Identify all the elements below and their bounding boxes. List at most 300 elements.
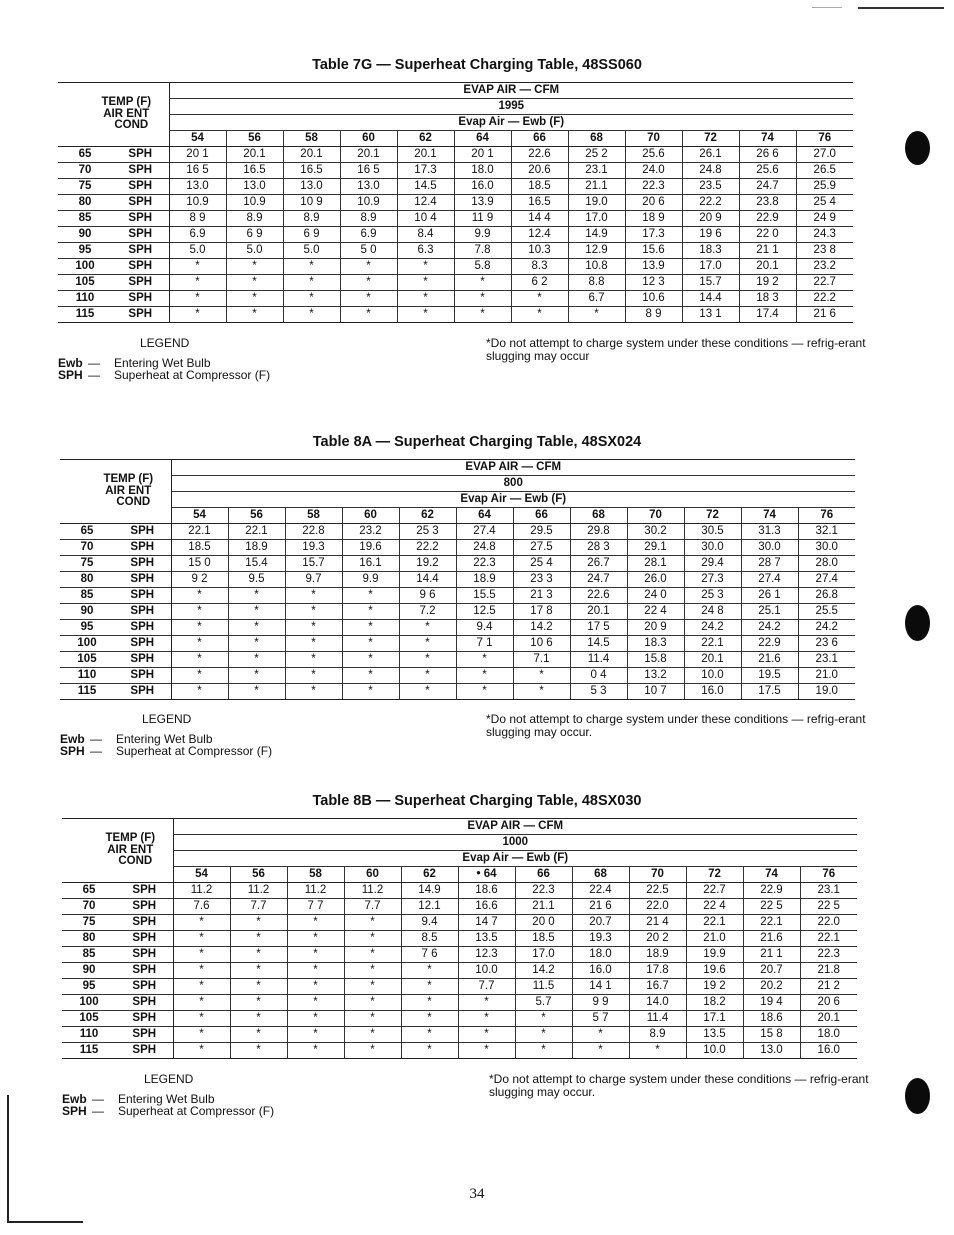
table-cell: 6.3 xyxy=(397,243,454,259)
table-cell: * xyxy=(230,915,287,931)
table-row xyxy=(62,883,857,899)
temp-air-ent-cond-header xyxy=(60,460,171,524)
table-cell: 12.3 xyxy=(458,947,515,963)
table-cell: * xyxy=(169,259,226,275)
row-label-sph: SPH xyxy=(112,259,169,275)
table-cell: 16.6 xyxy=(458,899,515,915)
table-cell: 20 1 xyxy=(169,147,226,163)
temp-air-ent-cond-header xyxy=(58,83,169,147)
table-row xyxy=(62,931,857,947)
table-cell: * xyxy=(171,668,228,684)
table-cell: 15.6 xyxy=(625,243,682,259)
legend-abbr: Ewb xyxy=(62,1091,87,1106)
table-cell: 18.3 xyxy=(627,636,684,652)
ewb-column-header: 70 xyxy=(625,131,682,147)
table-cell: * xyxy=(572,1043,629,1059)
table-cell: 24 9 xyxy=(796,211,853,227)
row-label-sph: SPH xyxy=(114,684,171,700)
table-cell: 17.0 xyxy=(568,211,625,227)
table-cell: 21 1 xyxy=(739,243,796,259)
table-cell: 21.0 xyxy=(798,668,855,684)
table-cell: 22.7 xyxy=(796,275,853,291)
ewb-column-header: 72 xyxy=(686,867,743,883)
table-cell: * xyxy=(342,620,399,636)
table-cell: 14.9 xyxy=(568,227,625,243)
table-cell: * xyxy=(285,604,342,620)
table-cell: 19 2 xyxy=(686,979,743,995)
table-cell: 8.3 xyxy=(511,259,568,275)
table-cell: 12 3 xyxy=(625,275,682,291)
table-cell: 0 4 xyxy=(570,668,627,684)
table-cell: 23.2 xyxy=(796,259,853,275)
temp-header-line: COND xyxy=(118,855,153,868)
table-cell: 24.2 xyxy=(741,620,798,636)
legend xyxy=(58,337,270,382)
table-cell: 23.2 xyxy=(342,524,399,540)
table-cell: * xyxy=(513,684,570,700)
table-row xyxy=(58,227,853,243)
table-cell: 18.0 xyxy=(454,163,511,179)
table-cell: 25 4 xyxy=(513,556,570,572)
table-cell: 8.9 xyxy=(226,211,283,227)
evap-air-cfm-header: EVAP AIR — CFM xyxy=(169,83,853,99)
scan-edge-line xyxy=(7,1221,83,1223)
table-row xyxy=(62,963,857,979)
row-temp: 80 xyxy=(62,931,116,947)
table-cell: * xyxy=(230,995,287,1011)
table-cell: 15 8 xyxy=(743,1027,800,1043)
table-cell: 22.1 xyxy=(228,524,285,540)
table-cell: 11.2 xyxy=(173,883,230,899)
table-cell: 14.0 xyxy=(629,995,686,1011)
table-cell: 20.7 xyxy=(743,963,800,979)
table-cell: 7.8 xyxy=(454,243,511,259)
table-cell: 9 9 xyxy=(572,995,629,1011)
legend-abbr: SPH xyxy=(60,744,85,758)
table-row xyxy=(62,915,857,931)
row-temp: 85 xyxy=(58,211,112,227)
row-label-sph: SPH xyxy=(114,572,171,588)
table-cell: 9 6 xyxy=(399,588,456,604)
table-cell: 20 9 xyxy=(682,211,739,227)
table-cell: * xyxy=(344,915,401,931)
table-cell: * xyxy=(342,588,399,604)
table-cell: 27.3 xyxy=(684,572,741,588)
table-row xyxy=(58,259,853,275)
table-cell: 21 4 xyxy=(629,915,686,931)
table-cell: 14.9 xyxy=(401,883,458,899)
table-cell: 15.5 xyxy=(456,588,513,604)
table-cell: 22.3 xyxy=(625,179,682,195)
table-cell: * xyxy=(287,915,344,931)
table-cell: 7.6 xyxy=(173,899,230,915)
temp-header-line: TEMP (F) xyxy=(105,832,156,845)
table-cell: 12.4 xyxy=(511,227,568,243)
row-label-sph: SPH xyxy=(116,899,173,915)
temp-header-line: AIR ENT xyxy=(103,107,150,120)
table-cell: 13.5 xyxy=(458,931,515,947)
table-cell: 26 6 xyxy=(739,147,796,163)
table-cell: 18 3 xyxy=(739,291,796,307)
table-cell: * xyxy=(230,947,287,963)
table-cell: * xyxy=(226,307,283,323)
table-cell: 30.5 xyxy=(684,524,741,540)
table-cell: 22.8 xyxy=(285,524,342,540)
table-cell: 5 3 xyxy=(570,684,627,700)
row-temp: 100 xyxy=(60,636,114,652)
table-cell: 11.5 xyxy=(515,979,572,995)
table-cell: * xyxy=(515,1011,572,1027)
table-cell: * xyxy=(173,1011,230,1027)
table-cell: 10.0 xyxy=(684,668,741,684)
table-cell: 5.8 xyxy=(454,259,511,275)
evap-air-cfm-header: EVAP AIR — CFM xyxy=(171,460,855,476)
ewb-column-header: 60 xyxy=(344,867,401,883)
row-temp: 70 xyxy=(62,899,116,915)
table-cell: * xyxy=(344,1027,401,1043)
table-cell: 5.0 xyxy=(226,243,283,259)
ewb-column-header: 62 xyxy=(397,131,454,147)
table-cell: 28 7 xyxy=(741,556,798,572)
table-cell: 11.2 xyxy=(344,883,401,899)
table-cell: 22 4 xyxy=(627,604,684,620)
ewb-column-header: 76 xyxy=(798,508,855,524)
table-cell: 19.3 xyxy=(572,931,629,947)
ewb-column-header: 68 xyxy=(572,867,629,883)
table-cell: 18.2 xyxy=(686,995,743,1011)
row-label-sph: SPH xyxy=(116,979,173,995)
top-dash-mark xyxy=(812,7,842,8)
table-cell: 22.7 xyxy=(686,883,743,899)
table-cell: * xyxy=(285,684,342,700)
superheat-table xyxy=(62,818,857,1059)
row-temp: 100 xyxy=(58,259,112,275)
legend-dash: — xyxy=(90,731,102,746)
table-cell: 19 6 xyxy=(682,227,739,243)
table-row xyxy=(60,572,855,588)
table-cell: 13 1 xyxy=(682,307,739,323)
table-row xyxy=(60,588,855,604)
table-cell: 20 0 xyxy=(515,915,572,931)
temp-header-line: TEMP (F) xyxy=(101,96,152,109)
table-cell: * xyxy=(342,668,399,684)
table-cell: * xyxy=(401,1027,458,1043)
table-cell: * xyxy=(230,963,287,979)
table-cell: * xyxy=(228,636,285,652)
row-temp: 110 xyxy=(62,1027,116,1043)
row-temp: 115 xyxy=(58,307,112,323)
row-temp: 95 xyxy=(58,243,112,259)
ewb-column-header: 56 xyxy=(226,131,283,147)
legend-abbr: SPH xyxy=(62,1104,87,1118)
table-row xyxy=(58,195,853,211)
punch-hole-mark xyxy=(905,605,930,641)
table-cell: * xyxy=(399,636,456,652)
table-cell: 9.5 xyxy=(228,572,285,588)
table-cell: 23.1 xyxy=(568,163,625,179)
table-cell: 18.9 xyxy=(629,947,686,963)
row-label-sph: SPH xyxy=(112,291,169,307)
table-cell: 13.9 xyxy=(625,259,682,275)
table-cell: 10.6 xyxy=(625,291,682,307)
table-cell: 22.1 xyxy=(684,636,741,652)
table-row xyxy=(58,275,853,291)
table-cell: * xyxy=(173,1043,230,1059)
table-cell: * xyxy=(228,588,285,604)
ewb-column-header: 68 xyxy=(568,131,625,147)
ewb-column-header: 62 xyxy=(401,867,458,883)
table-cell: 22.0 xyxy=(629,899,686,915)
table-cell: 20.1 xyxy=(684,652,741,668)
legend-dash: — xyxy=(88,368,100,382)
table-row xyxy=(58,243,853,259)
ewb-column-header: 60 xyxy=(342,508,399,524)
row-label-sph: SPH xyxy=(114,556,171,572)
table-cell: 16 5 xyxy=(340,163,397,179)
table-cell: 10.9 xyxy=(226,195,283,211)
table-row xyxy=(60,684,855,700)
table-cell: 25 2 xyxy=(568,147,625,163)
table-cell: 22.2 xyxy=(399,540,456,556)
legend xyxy=(60,713,272,758)
table-cell: 11.2 xyxy=(230,883,287,899)
legend-item xyxy=(62,1105,274,1118)
row-temp: 80 xyxy=(58,195,112,211)
table-cell: * xyxy=(458,1043,515,1059)
table-cell: * xyxy=(285,620,342,636)
table-cell: 14 7 xyxy=(458,915,515,931)
row-label-sph: SPH xyxy=(114,588,171,604)
table-cell: 6.9 xyxy=(169,227,226,243)
row-temp: 85 xyxy=(62,947,116,963)
table-cell: 13.0 xyxy=(226,179,283,195)
table-row xyxy=(60,540,855,556)
row-label-sph: SPH xyxy=(114,620,171,636)
ewb-column-header: 54 xyxy=(171,508,228,524)
cfm-value: 1995 xyxy=(169,99,853,115)
table-cell: * xyxy=(340,307,397,323)
table-row xyxy=(58,291,853,307)
row-label-sph: SPH xyxy=(112,163,169,179)
table-cell: 16.0 xyxy=(684,684,741,700)
table-cell: * xyxy=(287,1011,344,1027)
table-cell: 11 9 xyxy=(454,211,511,227)
row-label-sph: SPH xyxy=(112,211,169,227)
table-cell: 12.1 xyxy=(401,899,458,915)
top-rule xyxy=(858,7,944,9)
table-row xyxy=(60,556,855,572)
table-cell: 21.0 xyxy=(686,931,743,947)
table-row xyxy=(62,1043,857,1059)
table-cell: * xyxy=(629,1043,686,1059)
ewb-column-header: 64 xyxy=(454,131,511,147)
row-label-sph: SPH xyxy=(116,963,173,979)
temp-header-line: TEMP (F) xyxy=(103,473,154,486)
ewb-column-header: 58 xyxy=(283,131,340,147)
table-cell: * xyxy=(285,668,342,684)
legend-abbr: Ewb xyxy=(58,355,83,370)
table-cell: 17.8 xyxy=(629,963,686,979)
table-cell: 14 4 xyxy=(511,211,568,227)
table-cell: 29.4 xyxy=(684,556,741,572)
table-cell: 14 1 xyxy=(572,979,629,995)
table-cell: 18.5 xyxy=(515,931,572,947)
row-label-sph: SPH xyxy=(112,179,169,195)
table-title: Table 7G — Superheat Charging Table, 48SS060 xyxy=(312,57,642,73)
table-cell: 17.0 xyxy=(682,259,739,275)
legend-abbr: Ewb xyxy=(60,731,85,746)
table-cell: 25 4 xyxy=(796,195,853,211)
table-cell: 9.9 xyxy=(454,227,511,243)
table-cell: * xyxy=(230,1027,287,1043)
table-cell: 22.3 xyxy=(515,883,572,899)
table-cell: * xyxy=(513,668,570,684)
table-cell: 7 1 xyxy=(456,636,513,652)
ewb-column-header: 66 xyxy=(513,508,570,524)
table-cell: 14.5 xyxy=(570,636,627,652)
table-cell: * xyxy=(401,979,458,995)
table-cell: * xyxy=(173,947,230,963)
legend-dash: — xyxy=(92,1104,104,1118)
table-cell: 13.9 xyxy=(454,195,511,211)
table-cell: 32.1 xyxy=(798,524,855,540)
table-cell: 19.0 xyxy=(798,684,855,700)
table-cell: * xyxy=(287,979,344,995)
row-label-sph: SPH xyxy=(116,1027,173,1043)
table-cell: 22.9 xyxy=(739,211,796,227)
ewb-column-header: 54 xyxy=(173,867,230,883)
table-cell: 24.0 xyxy=(625,163,682,179)
table-cell: * xyxy=(283,307,340,323)
table-cell: 16.5 xyxy=(226,163,283,179)
table-cell: 11.4 xyxy=(629,1011,686,1027)
table-cell: 22.2 xyxy=(796,291,853,307)
table-cell: 28.0 xyxy=(798,556,855,572)
table-cell: * xyxy=(340,275,397,291)
row-temp: 65 xyxy=(78,148,92,160)
table-cell: 10.8 xyxy=(568,259,625,275)
table-cell: 26.7 xyxy=(570,556,627,572)
row-label-sph: SPH xyxy=(116,915,173,931)
table-cell: 22.6 xyxy=(570,588,627,604)
superheat-table xyxy=(58,82,853,323)
table-cell: 7 6 xyxy=(401,947,458,963)
table-cell: * xyxy=(511,307,568,323)
table-cell: 18.0 xyxy=(572,947,629,963)
table-cell: 20 6 xyxy=(800,995,857,1011)
table-cell: 26.1 xyxy=(682,147,739,163)
table-cell: 27.4 xyxy=(741,572,798,588)
table-cell: * xyxy=(171,620,228,636)
table-cell: 25.9 xyxy=(796,179,853,195)
table-cell: * xyxy=(171,636,228,652)
row-label-sph: SPH xyxy=(112,243,169,259)
table-cell: 5 0 xyxy=(340,243,397,259)
table-cell: 21 2 xyxy=(800,979,857,995)
temp-header-line: COND xyxy=(116,496,151,509)
table-cell: 10 9 xyxy=(283,195,340,211)
table-cell: * xyxy=(397,259,454,275)
table-cell: * xyxy=(285,652,342,668)
page-number: 34 xyxy=(469,1186,485,1202)
row-temp: 110 xyxy=(60,668,114,684)
temp-air-ent-cond-header xyxy=(62,819,173,883)
table-cell: 17.5 xyxy=(741,684,798,700)
table-cell: 17.3 xyxy=(397,163,454,179)
table-cell: 12.4 xyxy=(397,195,454,211)
ewb-column-header: 76 xyxy=(796,131,853,147)
table-row xyxy=(58,163,853,179)
table-cell: * xyxy=(226,259,283,275)
temp-header-line: AIR ENT xyxy=(105,484,152,497)
table-cell: 24.8 xyxy=(456,540,513,556)
table-cell: * xyxy=(171,588,228,604)
table-cell: 16.1 xyxy=(342,556,399,572)
table-cell: 24 8 xyxy=(684,604,741,620)
row-temp: 85 xyxy=(60,588,114,604)
table-cell: 12.9 xyxy=(568,243,625,259)
table-cell: * xyxy=(454,307,511,323)
table-cell: 22.1 xyxy=(800,931,857,947)
table-cell: 8.9 xyxy=(629,1027,686,1043)
table-cell: * xyxy=(228,684,285,700)
table-cell: * xyxy=(454,291,511,307)
table-cell: 16.0 xyxy=(572,963,629,979)
table-cell: 20.7 xyxy=(572,915,629,931)
table-cell: 13.0 xyxy=(283,179,340,195)
table-cell: 19.6 xyxy=(686,963,743,979)
table-cell: 6.9 xyxy=(340,227,397,243)
row-label-sph: SPH xyxy=(116,995,173,1011)
table-cell: 30.0 xyxy=(741,540,798,556)
table-cell: 21 6 xyxy=(796,307,853,323)
table-cell: 22 5 xyxy=(800,899,857,915)
row-label-sph: SPH xyxy=(116,947,173,963)
table-row xyxy=(62,1027,857,1043)
table-cell: * xyxy=(344,995,401,1011)
ewb-column-header: 74 xyxy=(743,867,800,883)
table-cell: 30.2 xyxy=(627,524,684,540)
legend-desc: Entering Wet Bulb xyxy=(118,1091,215,1106)
table-cell: 18.9 xyxy=(456,572,513,588)
table-title: Table 8A — Superheat Charging Table, 48SX024 xyxy=(312,434,642,450)
footnote: *Do not attempt to charge system under these conditions — refrig-erant slugging may occur xyxy=(486,336,866,363)
ewb-column-header: 54 xyxy=(169,131,226,147)
table-cell: * xyxy=(285,588,342,604)
table-cell: * xyxy=(230,931,287,947)
table-cell: 15.7 xyxy=(682,275,739,291)
table-cell: 25 3 xyxy=(684,588,741,604)
table-cell: 17 8 xyxy=(513,604,570,620)
row-temp: 105 xyxy=(62,1011,116,1027)
table-cell: * xyxy=(511,291,568,307)
table-cell: 8 9 xyxy=(169,211,226,227)
table-row xyxy=(62,979,857,995)
row-temp: 90 xyxy=(62,963,116,979)
row-label-sph: SPH xyxy=(114,668,171,684)
table-cell: 8 9 xyxy=(625,307,682,323)
table-cell: * xyxy=(283,291,340,307)
table-cell: * xyxy=(287,947,344,963)
ewb-column-header: 60 xyxy=(340,131,397,147)
table-cell: 10.3 xyxy=(511,243,568,259)
table-cell: 18.9 xyxy=(228,540,285,556)
table-cell: * xyxy=(397,291,454,307)
table-cell: 8.9 xyxy=(283,211,340,227)
table-cell: * xyxy=(515,1043,572,1059)
table-cell: 16 5 xyxy=(169,163,226,179)
table-cell: 23 8 xyxy=(796,243,853,259)
